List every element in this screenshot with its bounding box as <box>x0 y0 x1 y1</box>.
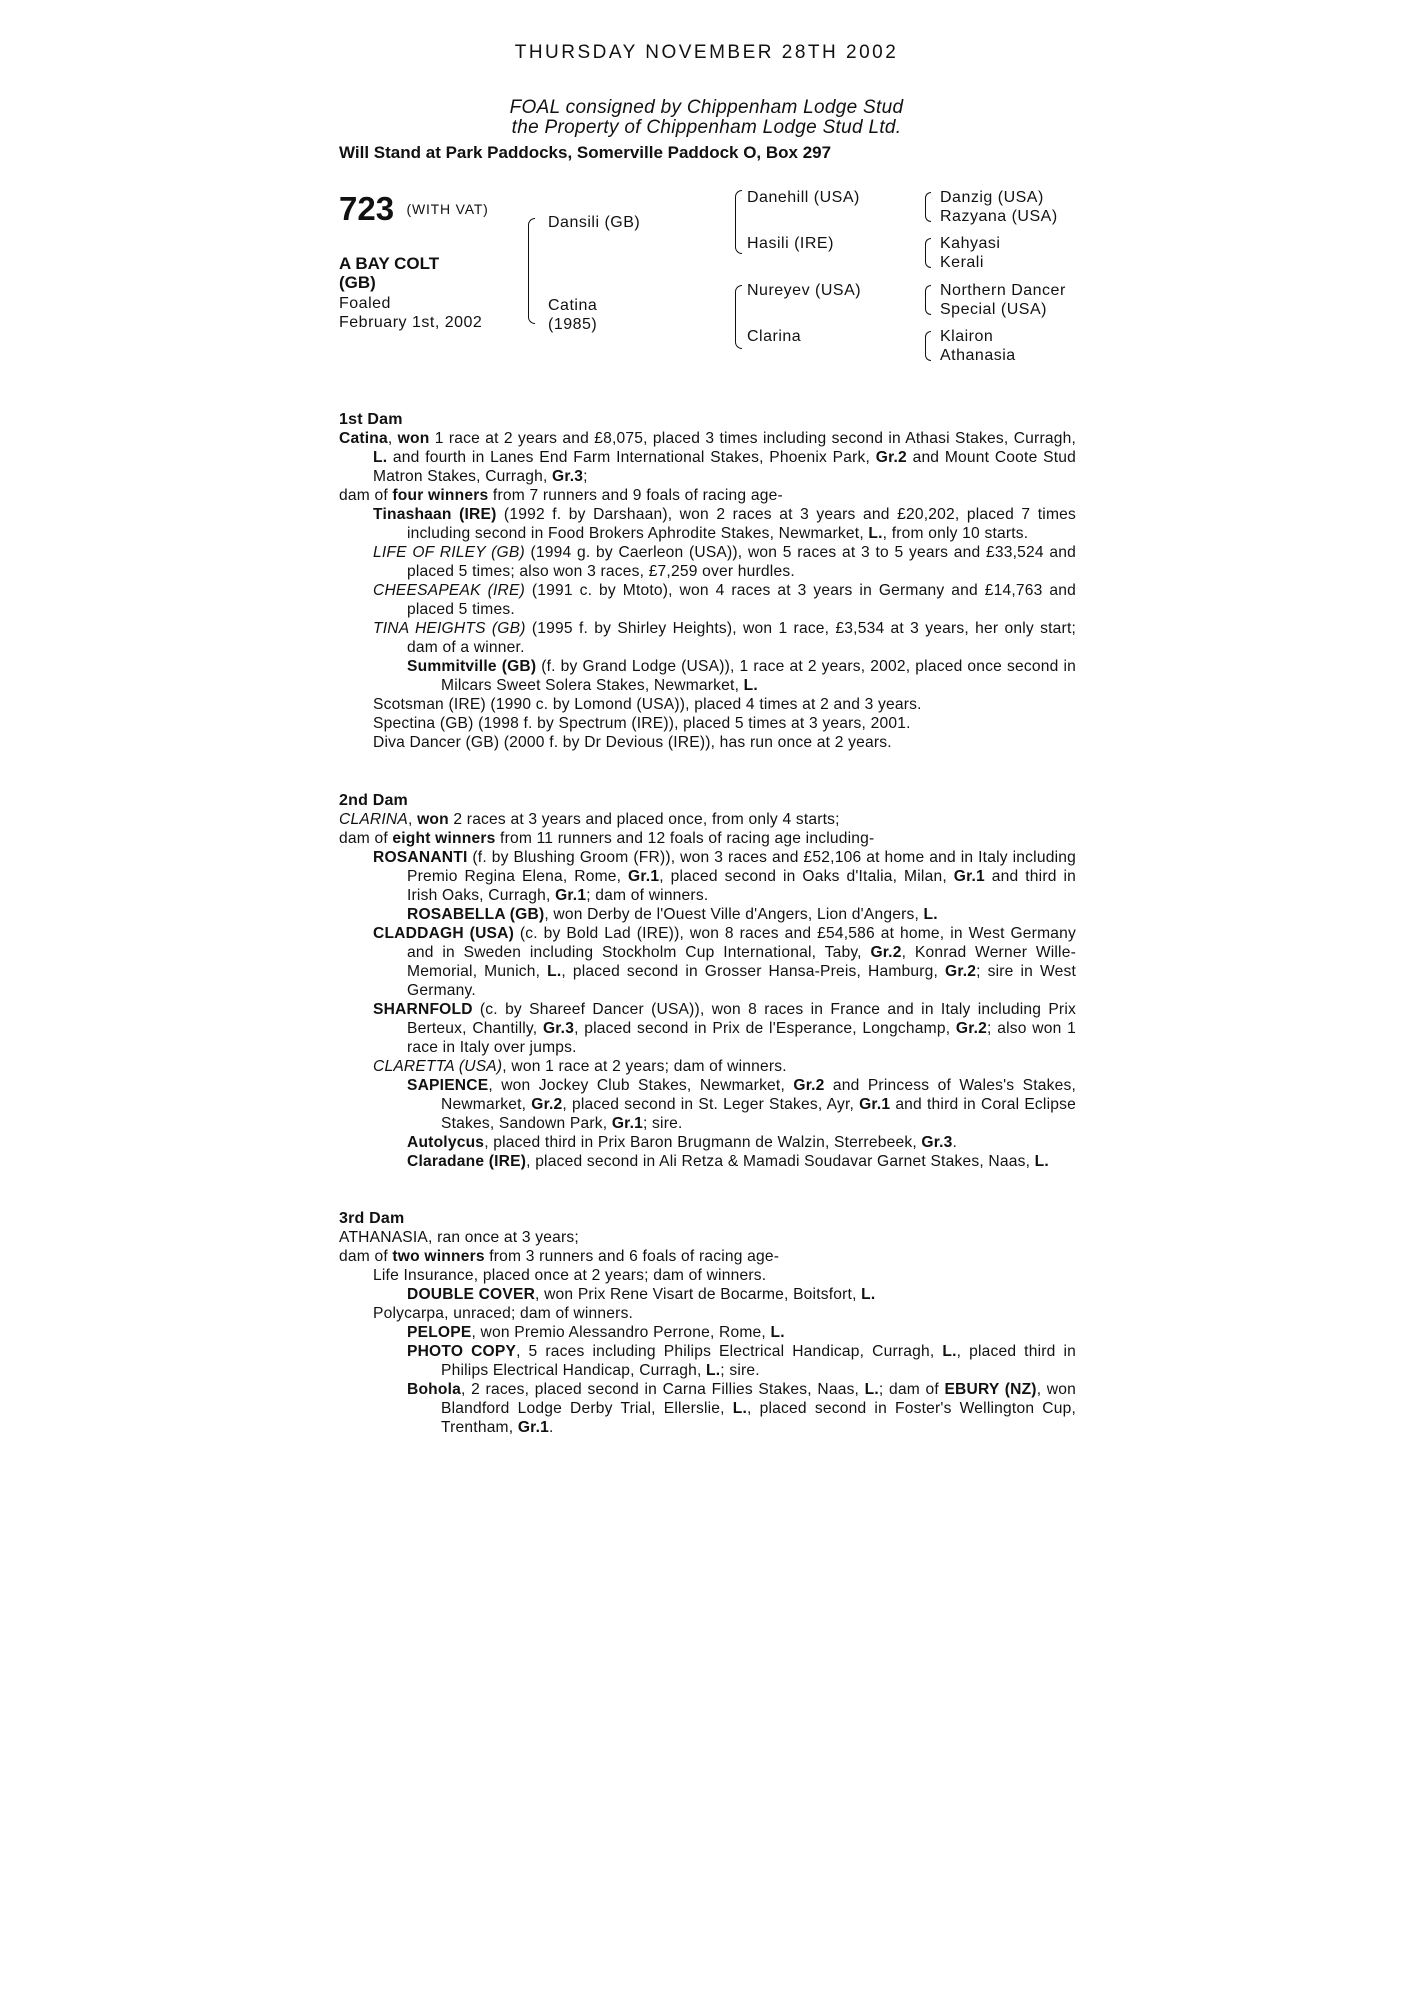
lot-header <box>339 190 489 228</box>
produce-entry: Bohola, 2 races, placed second in Carna Fillies Stakes, Naas, L.; dam of EBURY (NZ), won Blandford Lodge Derby Trial, Ellerslie, L., placed second in Foster's Wellington Cup, Trentham, Gr.1. <box>407 1381 1076 1436</box>
lot-number: 723 <box>339 190 395 227</box>
colt-origin: (GB) <box>339 273 376 292</box>
produce-entry: TINA HEIGHTS (GB) (1995 f. by Shirley Heights), won 1 race, £3,534 at 3 years, her only start; dam of a winner. <box>373 620 1077 656</box>
produce-entry: CLADDAGH (USA) (c. by Bold Lad (IRE)), won 8 races and £54,586 at home, in West Germany and in Sweden including Stockholm Cup International, Taby, Gr.2, Konrad Werner Wille-Memorial, Munich, L., placed second in Grosser Hansa-Preis, Hamburg, Gr.2; sire in West Germany. <box>373 925 1077 999</box>
produce-entry: Diva Dancer (GB) (2000 f. by Dr Devious (IRE)), has run once at 2 years. <box>373 734 892 751</box>
pedigree-brace-dam <box>735 285 742 349</box>
produce-summary: dam of two winners from 3 runners and 6 foals of racing age- <box>339 1248 780 1265</box>
granddam-4: Athanasia <box>940 347 1016 364</box>
produce-entry: Life Insurance, placed once at 2 years; dam of winners. <box>373 1267 767 1284</box>
pedigree-brace-g1 <box>925 192 931 222</box>
produce-summary: dam of four winners from 7 runners and 9 foals of racing age- <box>339 487 783 504</box>
dam-record: Catina, won 1 race at 2 years and £8,075, placed 3 times including second in Athasi Stakes, Curragh, L. and fourth in Lanes End Farm International Stakes, Phoenix Park, Gr.2 and Mount Coote Stud Matron Stakes, Curragh, Gr.3; <box>339 430 1076 485</box>
produce-entry: ROSABELLA (GB), won Derby de l'Ouest Ville d'Angers, Lion d'Angers, L. <box>407 906 938 923</box>
grandsire-2: Kahyasi <box>940 235 1001 252</box>
consignor-block <box>0 98 1413 138</box>
produce-entry: Autolycus, placed third in Prix Baron Brugmann de Walzin, Sterrebeek, Gr.3. <box>407 1134 958 1151</box>
pedigree-brace-sire <box>735 190 742 254</box>
foaled-date: February 1st, 2002 <box>339 314 483 331</box>
dam-year: (1985) <box>548 316 598 333</box>
grandsire-3: Northern Dancer <box>940 282 1066 299</box>
grandsire-4: Klairon <box>940 328 994 345</box>
produce-entry: Tinashaan (IRE) (1992 f. by Darshaan), won 2 races at 3 years and £20,202, placed 7 times including second in Food Brokers Aphrodite Stakes, Newmarket, L., from only 10 starts. <box>373 506 1076 542</box>
dam-record: ATHANASIA, ran once at 3 years; <box>339 1229 579 1246</box>
produce-entry: Summitville (GB) (f. by Grand Lodge (USA)), 1 race at 2 years, 2002, placed once second in Milcars Sweet Solera Stakes, Newmarket, L. <box>407 658 1076 694</box>
sire-dam: Hasili (IRE) <box>747 235 834 252</box>
pedigree-brace-g4 <box>925 331 931 361</box>
dam-dam: Clarina <box>747 328 802 345</box>
foaled-label: Foaled <box>339 295 391 312</box>
sale-date: THURSDAY NOVEMBER 28TH 2002 <box>514 42 899 63</box>
granddam-2: Kerali <box>940 254 984 271</box>
produce-entry: CHEESAPEAK (IRE) (1991 c. by Mtoto), won 4 races at 3 years in Germany and £14,763 and placed 5 times. <box>373 582 1076 618</box>
pedigree-brace-g2 <box>925 238 931 268</box>
pedigree-brace-g3 <box>925 285 931 315</box>
produce-entry: Claradane (IRE), placed second in Ali Retza & Mamadi Soudavar Garnet Stakes, Naas, L. <box>407 1153 1049 1170</box>
first-dam-section <box>339 410 1076 752</box>
stabling-location: Will Stand at Park Paddocks, Somerville Paddock O, Box 297 <box>339 143 832 162</box>
dam-sire: Nureyev (USA) <box>747 282 862 299</box>
pedigree-brace-main <box>528 218 535 324</box>
consignor-line: FOAL consigned by Chippenham Lodge Stud <box>509 97 904 118</box>
produce-summary: dam of eight winners from 11 runners and 12 foals of racing age including- <box>339 830 875 847</box>
section-title: 3rd Dam <box>339 1210 405 1227</box>
section-title: 1st Dam <box>339 411 403 428</box>
produce-entry: DOUBLE COVER, won Prix Rene Visart de Bocarme, Boitsfort, L. <box>407 1286 876 1303</box>
produce-entry: SHARNFOLD (c. by Shareef Dancer (USA)), won 8 races in France and in Italy including Prix Berteux, Chantilly, Gr.3, placed second in Prix de l'Esperance, Longchamp, Gr.2; also won 1 race in Italy over jumps. <box>373 1001 1076 1056</box>
produce-entry: CLARETTA (USA), won 1 race at 2 years; dam of winners. <box>373 1058 787 1075</box>
produce-entry: Scotsman (IRE) (1990 c. by Lomond (USA)), placed 4 times at 2 and 3 years. <box>373 696 922 713</box>
produce-entry: PHOTO COPY, 5 races including Philips Electrical Handicap, Curragh, L., placed third in Philips Electrical Handicap, Curragh, L.; sire. <box>407 1343 1076 1379</box>
produce-entry: LIFE OF RILEY (GB) (1994 g. by Caerleon (USA)), won 5 races at 3 to 5 years and £33,524 and placed 5 times; also won 3 races, £7,259 over hurdles. <box>373 544 1076 580</box>
lot-description <box>339 254 489 292</box>
produce-entry: Polycarpa, unraced; dam of winners. <box>373 1305 634 1322</box>
produce-entry: SAPIENCE, won Jockey Club Stakes, Newmarket, Gr.2 and Princess of Wales's Stakes, Newmarket, Gr.2, placed second in St. Leger Stakes, Ayr, Gr.1 and third in Coral Eclipse Stakes, Sandown Park, Gr.1; sire. <box>407 1077 1076 1132</box>
dam: Catina <box>548 297 598 314</box>
produce-entry: ROSANANTI (f. by Blushing Groom (FR)), won 3 races and £52,106 at home and in Italy including Premio Regina Elena, Rome, Gr.1, placed second in Oaks d'Italia, Milan, Gr.1 and third in Irish Oaks, Curragh, Gr.1; dam of winners. <box>373 849 1076 904</box>
granddam-1: Razyana (USA) <box>940 208 1058 225</box>
second-dam-section <box>339 791 1076 1171</box>
vat-note: (WITH VAT) <box>406 201 489 217</box>
third-dam-section <box>339 1209 1076 1437</box>
colt-label: A BAY COLT <box>339 254 440 273</box>
section-title: 2nd Dam <box>339 792 408 809</box>
sire-sire: Danehill (USA) <box>747 189 860 206</box>
foaling-info <box>339 294 482 332</box>
sire: Dansili (GB) <box>548 214 641 231</box>
grandsire-1: Danzig (USA) <box>940 189 1044 206</box>
produce-entry: PELOPE, won Premio Alessandro Perrone, Rome, L. <box>407 1324 785 1341</box>
owner-line: the Property of Chippenham Lodge Stud Ltd. <box>511 117 902 138</box>
dam-record: CLARINA, won 2 races at 3 years and placed once, from only 4 starts; <box>339 811 840 828</box>
granddam-3: Special (USA) <box>940 301 1047 318</box>
produce-entry: Spectina (GB) (1998 f. by Spectrum (IRE)), placed 5 times at 3 years, 2001. <box>373 715 911 732</box>
